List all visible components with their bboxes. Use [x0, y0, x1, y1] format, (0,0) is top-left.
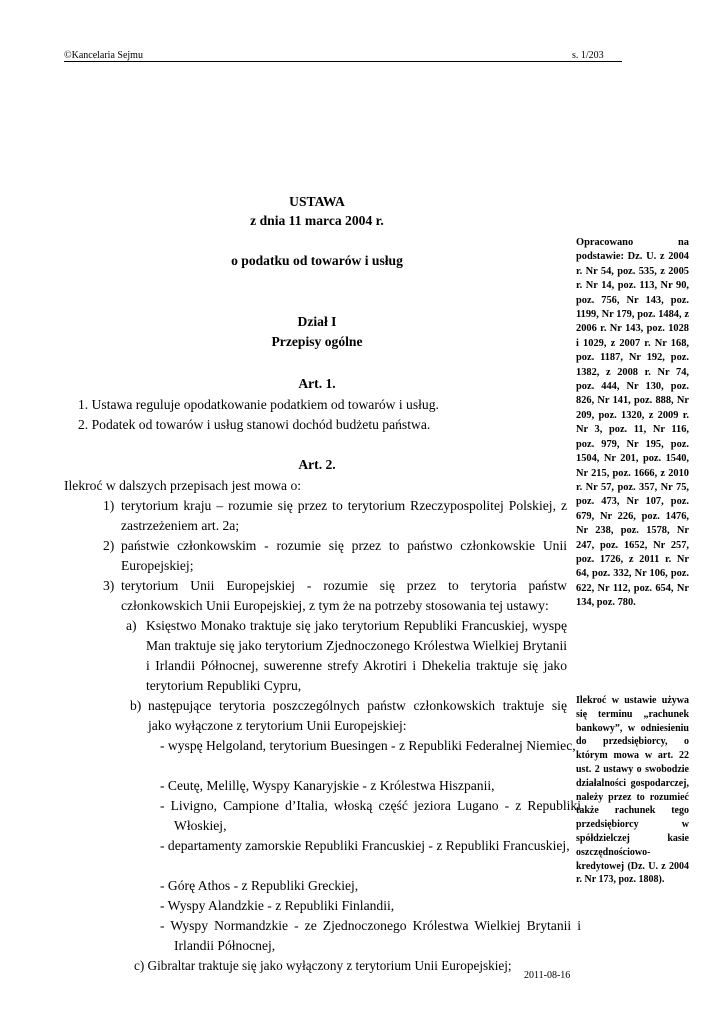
- header-left: ©Kancelaria Sejmu: [64, 50, 143, 61]
- act-title: o podatku od towarów i usług: [231, 253, 403, 268]
- item-b-letter: b): [130, 698, 142, 713]
- territory-dash-5: - Górę Athos - z Republiki Greckiej,: [160, 878, 359, 893]
- territory-dash-3: - Livigno, Campione d’Italia, włoską część jeziora Lugano - z Republiki Włoskiej,: [160, 798, 581, 833]
- division-name: Dział I: [297, 314, 337, 329]
- item-b-text: następujące terytoria poszczególnych państw członkowskich traktuje się jako wyłączone z terytorium Unii Europejskiej:: [148, 698, 567, 733]
- item-2-text: państwie członkowskim - rozumie się przez to państwo członkowskie Unii Europejskiej;: [121, 538, 567, 573]
- footer-date: 2011-08-16: [524, 970, 571, 981]
- article-1-heading: Art. 1.: [298, 376, 336, 391]
- division-subtitle: Przepisy ogólne: [271, 334, 363, 349]
- article-1-para-2: 2. Podatek od towarów i usług stanowi dochód budżetu państwa.: [78, 417, 431, 432]
- article-2-intro: Ilekroć w dalszych przepisach jest mowa o:: [64, 478, 302, 493]
- article-2-heading: Art. 2.: [298, 457, 336, 472]
- page-number: s. 1/203: [572, 50, 604, 61]
- item-3-text: terytorium Unii Europejskiej - rozumie się przez to terytoria państw członkowskich Unii Europejskiej, z tym że na potrzeby stosowania tej ustawy:: [121, 578, 567, 613]
- item-3-number: 3): [103, 578, 115, 593]
- source-note: Opracowano na podstawie: Dz. U. z 2004 r. Nr 54, poz. 535, z 2005 r. Nr 14, poz. 113, Nr 90, poz. 756, Nr 143, poz. 1199, Nr 179, poz. 1484, z 2006 r. Nr 143, poz. 1028 i 1029, z 2007 r. Nr 168, poz. 1187, Nr 192, poz. 1382, z 2008 r. Nr 74, poz. 444, Nr 130, poz. 826, Nr 141, poz. 888, Nr 209, poz. 1320, z 2009 r. Nr 3, poz. 11, Nr 116, poz. 979, Nr 195, poz. 1504, Nr 201, poz. 1540, Nr 215, poz. 1666, z 2010 r. Nr 57, poz. 357, Nr 75, poz. 473, Nr 107, poz. 679, Nr 226, poz. 1476, Nr 238, poz. 1578, Nr 247, poz. 1652, Nr 257, poz. 1726, z 2011 r. Nr 64, poz. 332, Nr 106, poz. 622, Nr 112, poz. 654, Nr 134, poz. 780.: [576, 237, 689, 609]
- territory-dash-4: - departamenty zamorskie Republiki Francuskiej - z Republiki Francuskiej,: [160, 838, 570, 853]
- item-1-number: 1): [103, 498, 115, 513]
- header-divider: [64, 61, 622, 62]
- territory-dash-7: - Wyspy Normandzkie - ze Zjednoczonego Królestwa Wielkiej Brytanii i Irlandii Północnej,: [160, 918, 581, 953]
- territory-dash-2: - Ceutę, Melillę, Wyspy Kanaryjskie - z Królestwa Hiszpanii,: [160, 778, 495, 793]
- act-date: z dnia 11 marca 2004 r.: [250, 213, 384, 228]
- territory-dash-1: - wyspę Helgoland, terytorium Buesingen - z Republiki Federalnej Niemiec,: [160, 738, 576, 753]
- item-c-text: c) Gibraltar traktuje się jako wyłączony z terytorium Unii Europejskiej;: [134, 958, 512, 973]
- act-type: USTAWA: [289, 194, 345, 209]
- item-a-text: Księstwo Monako traktuje się jako terytorium Republiki Francuskiej, wyspę Man traktuje się jako terytorium Zjednoczonego Królestwa Wielkiej Brytanii i Irlandii Północnej, suwerenne strefy Akrotiri i Dhekelia traktuje się jako terytorium Republiki Cypru,: [146, 618, 567, 693]
- bank-account-note: Ilekroć w ustawie używa się terminu „rachunek bankowy”, w odniesieniu do przedsiębiorcy, o którym mowa w art. 22 ust. 2 ustawy o swobodzie działalności gospodarczej, należy przez to rozumieć także rachunek tego przedsiębiorcy w spółdzielczej kasie oszczędnościowo-kredytowej (Dz. U. z 2004 r. Nr 173, poz. 1808).: [576, 695, 689, 886]
- item-2-number: 2): [103, 538, 115, 553]
- item-1-text: terytorium kraju – rozumie się przez to terytorium Rzeczypospolitej Polskiej, z zastrzeżeniem art. 2a;: [121, 498, 567, 533]
- item-a-letter: a): [126, 618, 137, 633]
- territory-dash-6: - Wyspy Alandzkie - z Republiki Finlandii,: [160, 898, 395, 913]
- article-1-para-1: 1. Ustawa reguluje opodatkowanie podatkiem od towarów i usług.: [78, 397, 439, 412]
